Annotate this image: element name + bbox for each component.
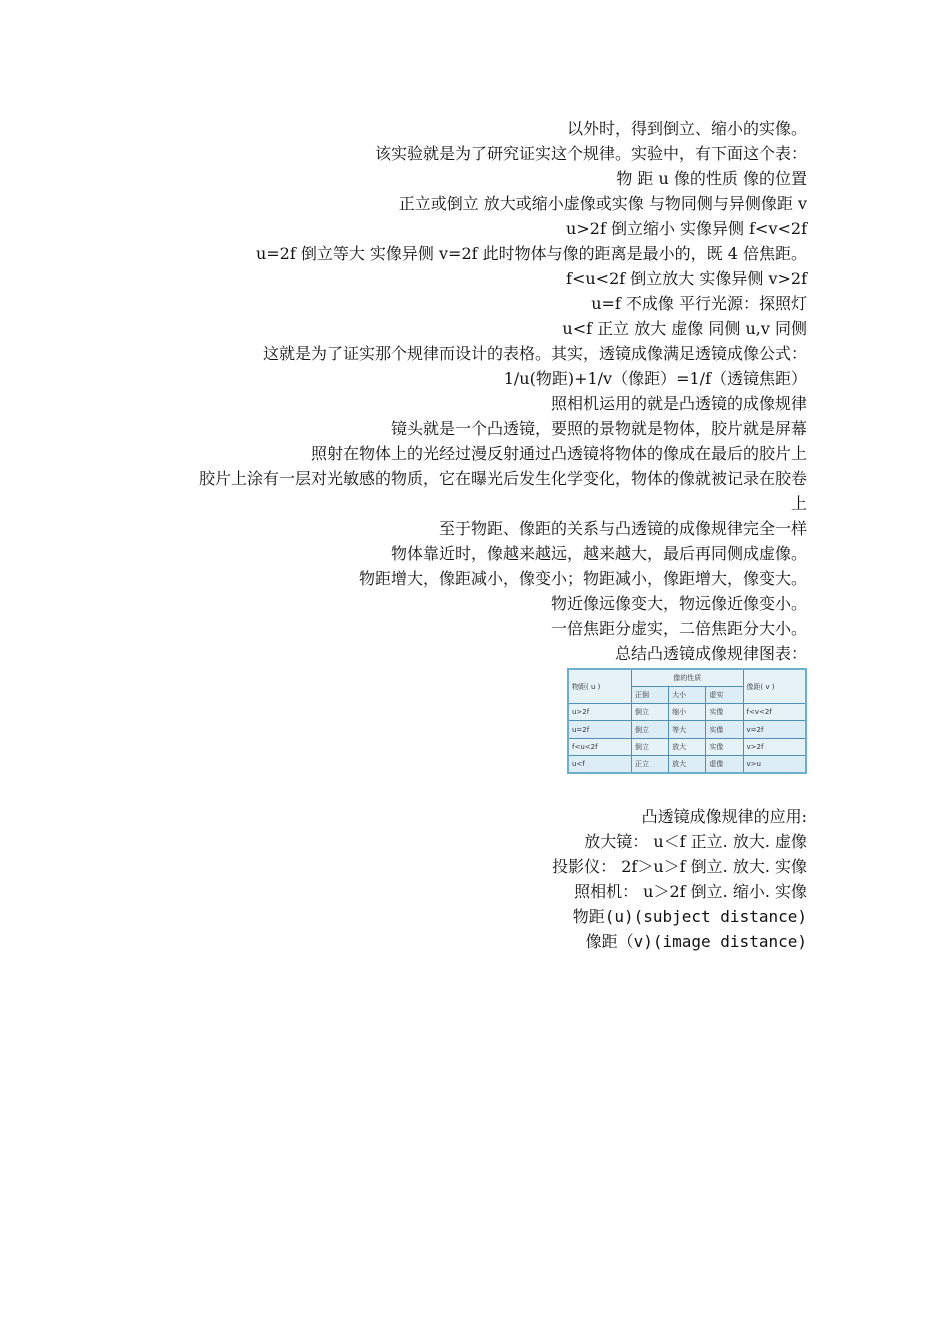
text-line: 总结凸透镜成像规律图表： [614,644,807,663]
text-line: u>2f 倒立缩小 实像异侧 f<v<2f [566,219,807,238]
text-line: 放大镜： u＜f 正立. 放大. 虚像 [584,832,807,851]
table-row [568,721,806,738]
table-row [568,738,806,755]
table-cell: 倒立 [631,704,668,721]
text-line: 物距增大，像距减小，像变小；物距减小，像距增大，像变大。 [358,569,807,588]
table-cell: 等大 [669,721,706,738]
table-cell: v>2f [743,738,806,755]
text-line: 胶片上涂有一层对光敏感的物质，它在曝光后发生化学变化，物体的像就被记录在胶卷上 [198,469,807,513]
table-cell: u>2f [568,704,631,721]
table-header-cell: 像距( v ) [743,669,806,704]
table-subheader-cell: 大小 [669,687,706,704]
table-cell: 虚像 [706,755,743,773]
text-line: 正立或倒立 放大或缩小虚像或实像 与物同侧与异侧像距 v [398,194,807,213]
text-line: 一倍焦距分虚实，二倍焦距分大小。 [550,619,807,638]
text-line: 照相机运用的就是凸透镜的成像规律 [550,394,807,413]
table-cell: u=2f [568,721,631,738]
text-line: f<u<2f 倒立放大 实像异侧 v>2f [566,269,807,288]
lens-table-figure [190,668,807,774]
text-line: 至于物距、像距的关系与凸透镜的成像规律完全一样 [438,519,807,538]
text-line: 该实验就是为了研究证实这个规律。实验中，有下面这个表： [374,144,807,163]
text-line: 物 距 u 像的性质 像的位置 [616,169,807,188]
text-line: 凸透镜成像规律的应用: [641,807,807,826]
table-cell: 放大 [669,738,706,755]
table-cell: 正立 [631,755,668,773]
text-line: 像距（v)(image distance) [585,932,807,951]
formula-line: 1/u(物距)+1/v（像距）=1/f（透镜焦距） [503,369,807,388]
text-line: 物距(u)(subject distance) [572,907,807,926]
table-cell: u<f [568,755,631,773]
table-cell: f<u<2f [568,738,631,755]
table-subheader-cell: 正倒 [631,687,668,704]
table-cell: 放大 [669,755,706,773]
text-line: 镜头就是一个凸透镜，要照的景物就是物体，胶片就是屏幕 [390,419,807,438]
table-row [568,755,806,773]
table-cell: 倒立 [631,721,668,738]
text-line: 以外时，得到倒立、缩小的实像。 [566,119,807,138]
text-line: u<f 正立 放大 虚像 同侧 u,v 同侧 [562,319,807,338]
text-line: 这就是为了证实那个规律而设计的表格。其实，透镜成像满足透镜成像公式： [262,344,807,363]
text-line: u=f 不成像 平行光源：探照灯 [591,294,807,313]
lens-rules-table [567,668,807,774]
table-cell: 倒立 [631,738,668,755]
table-cell: f<v<2f [743,704,806,721]
table-cell: 实像 [706,704,743,721]
table-header-cell: 物距( u ) [568,669,631,704]
table-header-row [568,669,806,687]
text-line: 物体靠近时，像越来越远，越来越大，最后再同侧成虚像。 [390,544,807,563]
text-line: 照相机： u＞2f 倒立. 缩小. 实像 [574,882,807,901]
table-cell: 实像 [706,721,743,738]
table-cell: 缩小 [669,704,706,721]
text-line: 物近像远像变大，物远像近像变小。 [550,594,807,613]
text-line: 投影仪： 2f＞u＞f 倒立. 放大. 实像 [552,857,807,876]
table-cell: 实像 [706,738,743,755]
table-header-cell: 像的性质 [631,669,743,687]
spacer [190,774,807,804]
table-cell: v>u [743,755,806,773]
text-line: u=2f 倒立等大 实像异侧 v=2f 此时物体与像的距离是最小的，既 4 倍焦距。 [255,244,807,263]
text-line: 照射在物体上的光经过漫反射通过凸透镜将物体的像成在最后的胶片上 [310,444,807,463]
document-page [190,116,807,954]
table-subheader-cell: 虚实 [706,687,743,704]
table-row [568,704,806,721]
table-cell: v=2f [743,721,806,738]
